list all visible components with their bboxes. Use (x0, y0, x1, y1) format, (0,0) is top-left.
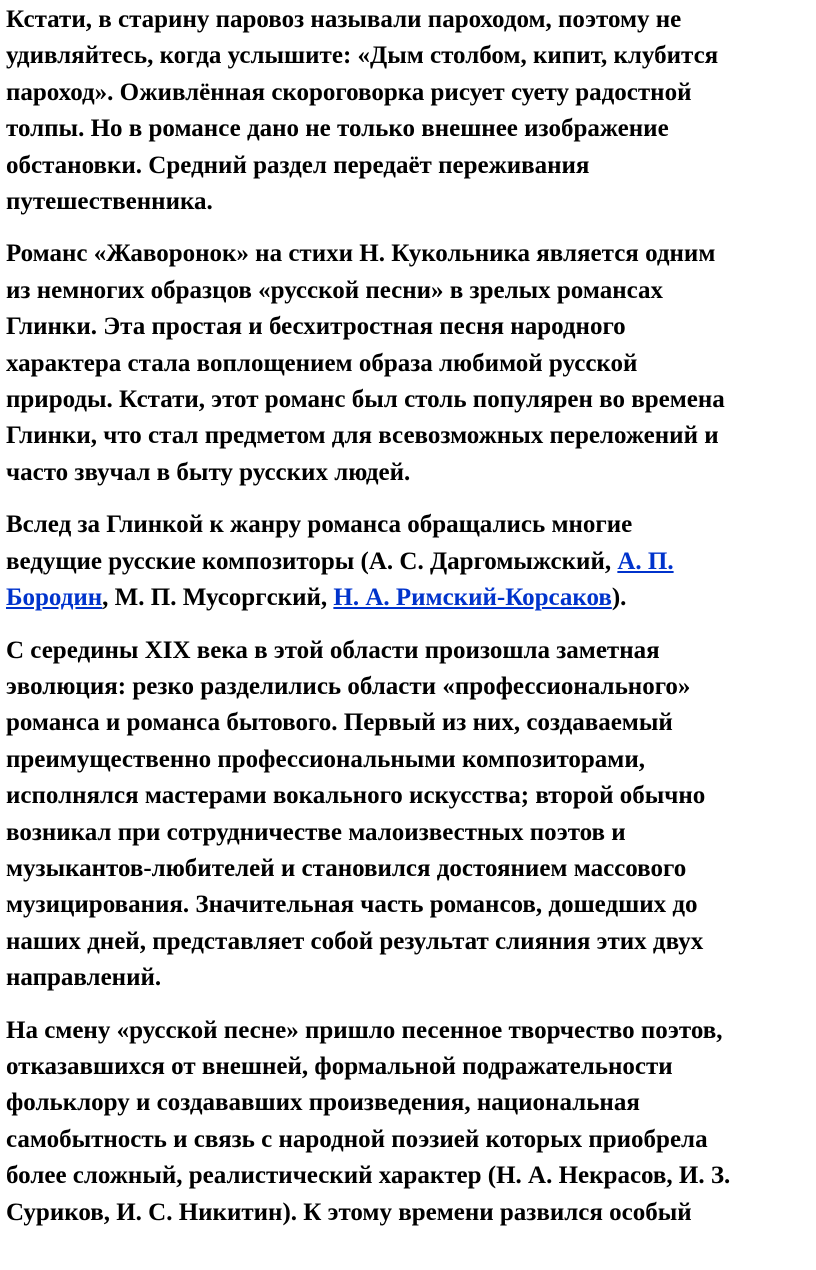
text-line: Вслед за Глинкой к жанру романса обращались многие (6, 511, 633, 539)
text-line: наших дней, представляет собой результат слияния этих двух (6, 927, 704, 955)
text-line: возникал при сотрудничестве малоизвестных поэтов и (6, 818, 626, 846)
text-segment: ведущие русские композиторы (А. С. Даргомыжский, (6, 547, 618, 575)
text-line: На смену «русской песне» пришло песенное творчество поэтов, (6, 1016, 723, 1044)
text-line: природы. Кстати, этот романс был столь популярен во времена (6, 386, 725, 414)
text-line: из немногих образцов «русской песни» в зрелых романсах (6, 276, 663, 304)
text-line: часто звучал в быту русских людей. (6, 458, 411, 486)
text-line: Глинки. Эта простая и бесхитростная песня народного (6, 313, 626, 341)
text-line: музыкантов-любителей и становился достоянием массового (6, 854, 687, 882)
borodin-link-part1[interactable]: А. П. (617, 547, 674, 575)
text-line: Кстати, в старину паровоз называли пароходом, поэтому не (6, 6, 682, 33)
text-line: Глинки, что стал предметом для всевозможных переложений и (6, 422, 719, 450)
paragraph-1 (6, 2, 816, 220)
text-line: толпы. Но в романсе дано не только внешнее изображение (6, 115, 669, 143)
paragraph-2 (6, 236, 816, 491)
text-line: путешественника. (6, 188, 213, 216)
text-line: С середины XIX века в этой области произошла заметная (6, 636, 660, 664)
text-line: Суриков, И. С. Никитин). К этому времени развился особый (6, 1198, 692, 1226)
paragraph-3 (6, 507, 816, 616)
text-line: самобытность и связь с народной поэзией которых приобрела (6, 1125, 708, 1153)
text-segment: , М. П. Мусоргский, (102, 584, 334, 612)
text-line: отказавшихся от внешней, формальной подражательности (6, 1052, 673, 1080)
text-line: более сложный, реалистический характер (Н. А. Некрасов, И. З. (6, 1162, 731, 1190)
text-line: удивляйтесь, когда услышите: «Дым столбом, кипит, клубится (6, 42, 719, 70)
text-line: романса и романса бытового. Первый из них, создаваемый (6, 709, 673, 737)
text-line: пароход». Оживлённая скороговорка рисует суету радостной (6, 78, 692, 106)
paragraph-5 (6, 1013, 816, 1231)
text-line: преимущественно профессиональными композиторами, (6, 745, 645, 773)
text-line: характера стала воплощением образа любимой русской (6, 349, 638, 377)
text-line: фольклору и создававших произведения, национальная (6, 1089, 640, 1117)
text-line: исполнялся мастерами вокального искусства; второй обычно (6, 782, 706, 810)
text-line: обстановки. Средний раздел передаёт переживания (6, 151, 590, 179)
paragraph-4 (6, 633, 816, 997)
borodin-link-part2[interactable]: Бородин (6, 584, 103, 612)
rimsky-korsakov-link[interactable]: Н. А. Римский-Корсаков (333, 584, 612, 612)
text-line: направлений. (6, 964, 162, 992)
text-segment: ). (611, 584, 627, 612)
text-line (6, 544, 816, 580)
text-line: Романс «Жаворонок» на стихи Н. Кукольника является одним (6, 240, 716, 268)
text-line: эволюция: резко разделились области «профессионального» (6, 672, 691, 700)
text-line (6, 580, 816, 616)
text-line: музицирования. Значительная часть романсов, дошедших до (6, 891, 698, 919)
